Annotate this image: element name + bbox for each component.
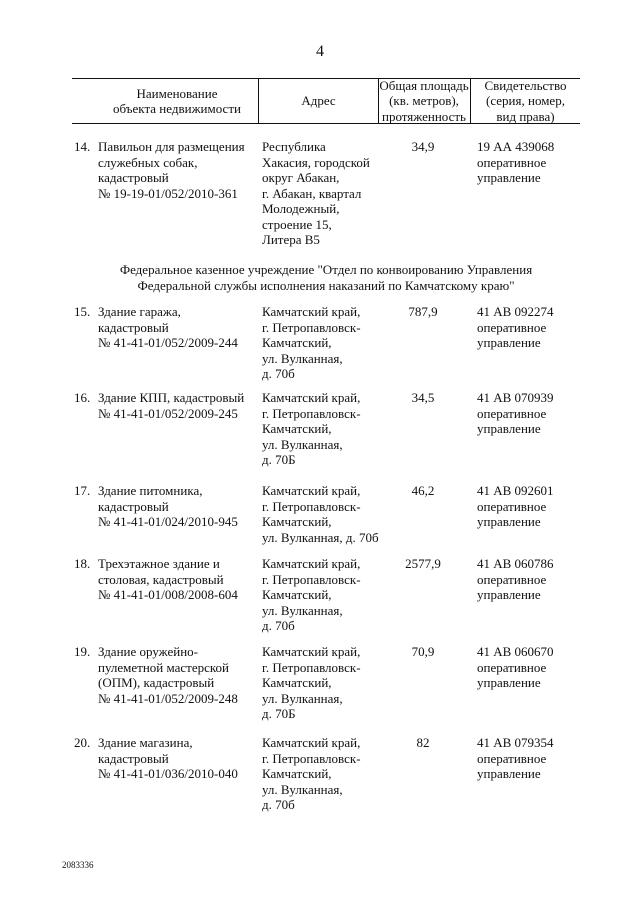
object-certificate	[477, 304, 587, 351]
text-line: г. Петропавловск-	[262, 750, 361, 766]
text-line: оперативное	[477, 405, 547, 421]
text-line: управление	[477, 587, 541, 602]
text-line: Камчатский,	[262, 514, 332, 529]
text-line: Камчатский край,	[262, 556, 361, 571]
text-line: 41 АВ 079354	[477, 735, 554, 750]
text-line: д. 70б	[262, 366, 295, 381]
text-line: ул. Вулканная,	[262, 602, 343, 618]
row-number: 19.	[74, 644, 91, 659]
text-line: Камчатский край,	[262, 390, 361, 405]
object-address	[262, 483, 380, 545]
text-line: кадастровый	[98, 319, 169, 335]
text-line: оперативное	[477, 154, 547, 170]
text-line: вид права)	[496, 108, 555, 124]
object-address	[262, 139, 380, 248]
text-line: кадастровый	[98, 170, 169, 185]
text-line: 41 АВ 092274	[477, 304, 554, 319]
text-line: служебных собак,	[98, 154, 198, 170]
text-line: Павильон для размещения	[98, 139, 245, 154]
text-line: строение 15,	[262, 216, 332, 232]
text-line: Литера В5	[262, 232, 320, 247]
text-line: Федеральное казенное учреждение "Отдел по конвоированию Управления	[119, 262, 533, 277]
section-title	[70, 262, 582, 293]
object-area: 82	[416, 735, 430, 750]
object-name	[98, 483, 258, 530]
text-line: управление	[477, 421, 541, 436]
object-name	[98, 556, 258, 603]
text-line: управление	[477, 675, 541, 690]
object-address	[262, 304, 380, 382]
object-certificate	[477, 735, 587, 782]
text-line: Республика	[262, 139, 326, 154]
row-number: 16.	[74, 390, 91, 405]
text-line: Федеральной службы исполнения наказаний по Камчатскому краю"	[137, 277, 515, 293]
text-line: оперативное	[477, 659, 547, 675]
text-line: № 41-41-01/036/2010-040	[98, 766, 238, 781]
text-line: Свидетельство	[484, 77, 567, 93]
object-area: 34,5	[411, 390, 435, 405]
row-number: 18.	[74, 556, 91, 571]
text-line: управление	[477, 766, 541, 781]
text-line: Камчатский,	[262, 766, 332, 781]
text-line: № 19-19-01/052/2010-361	[98, 185, 238, 201]
text-line: оперативное	[477, 571, 547, 587]
text-line: Здание КПП, кадастровый	[98, 390, 245, 405]
header-name	[98, 79, 256, 123]
header-area	[379, 79, 469, 123]
text-line: Камчатский,	[262, 421, 332, 436]
text-line: Камчатский,	[262, 675, 332, 690]
text-line: пулеметной мастерской	[98, 659, 229, 675]
object-area: 787,9	[408, 304, 438, 319]
table-header	[72, 78, 580, 124]
text-line: Хакасия, городской	[262, 154, 370, 170]
object-address	[262, 556, 380, 634]
text-line: г. Петропавловск-	[262, 659, 361, 675]
object-certificate	[477, 139, 587, 186]
text-line: Камчатский край,	[262, 304, 361, 319]
text-line: (кв. метров),	[389, 93, 459, 109]
text-line: г. Петропавловск-	[262, 319, 361, 335]
object-name	[98, 304, 258, 351]
text-line: г. Петропавловск-	[262, 498, 361, 514]
object-area: 2577,9	[405, 556, 441, 571]
text-line: Молодежный,	[262, 201, 340, 216]
text-line: Адрес	[301, 93, 336, 109]
text-line: д. 70Б	[262, 706, 296, 721]
text-line: Камчатский край,	[262, 483, 361, 498]
object-certificate	[477, 644, 587, 691]
text-line: г. Петропавловск-	[262, 571, 361, 587]
footer-code: 2083336	[62, 860, 94, 870]
object-area: 70,9	[411, 644, 435, 659]
text-line: округ Абакан,	[262, 170, 340, 185]
text-line: Здание гаража,	[98, 304, 181, 319]
text-line: № 41-41-01/008/2008-604	[98, 587, 238, 602]
text-line: 19 АА 439068	[477, 139, 555, 154]
text-line: Камчатский,	[262, 335, 332, 350]
text-line: ул. Вулканная,	[262, 350, 343, 366]
text-line: протяженность	[382, 108, 466, 124]
text-line: № 41-41-01/024/2010-945	[98, 514, 238, 529]
text-line: № 41-41-01/052/2009-245	[98, 405, 238, 421]
text-line: Общая площадь	[379, 77, 469, 93]
text-line: Трехэтажное здание и	[98, 556, 220, 571]
row-number: 15.	[74, 304, 91, 319]
header-address	[259, 79, 378, 123]
text-line: 41 АВ 070939	[477, 390, 554, 405]
text-line: (серия, номер,	[486, 93, 565, 109]
text-line: д. 70б	[262, 797, 295, 812]
text-line: оперативное	[477, 319, 547, 335]
object-address	[262, 644, 380, 722]
text-line: д. 70б	[262, 618, 295, 633]
object-certificate	[477, 483, 587, 530]
text-line: 41 АВ 060670	[477, 644, 554, 659]
object-name	[98, 735, 258, 782]
object-area: 34,9	[411, 139, 435, 154]
text-line: г. Абакан, квартал	[262, 185, 362, 201]
object-certificate	[477, 390, 587, 437]
text-line: кадастровый	[98, 498, 169, 514]
text-line: оперативное	[477, 750, 547, 766]
text-line: оперативное	[477, 498, 547, 514]
header-certificate	[471, 79, 580, 123]
text-line: № 41-41-01/052/2009-248	[98, 690, 238, 706]
text-line: Камчатский,	[262, 587, 332, 602]
text-line: Камчатский край,	[262, 735, 361, 750]
text-line: управление	[477, 514, 541, 529]
text-line: объекта недвижимости	[113, 101, 241, 116]
object-name	[98, 390, 258, 421]
text-line: Камчатский край,	[262, 644, 361, 659]
text-line: столовая, кадастровый	[98, 571, 224, 587]
object-certificate	[477, 556, 587, 603]
text-line: ул. Вулканная,	[262, 690, 343, 706]
text-line: 41 АВ 092601	[477, 483, 554, 498]
text-line: Здание питомника,	[98, 483, 203, 498]
row-number: 17.	[74, 483, 91, 498]
page-number: 4	[316, 43, 324, 60]
text-line: управление	[477, 170, 541, 185]
text-line: д. 70Б	[262, 452, 296, 467]
text-line: ул. Вулканная,	[262, 781, 343, 797]
text-line: ул. Вулканная,	[262, 436, 343, 452]
text-line: Здание магазина,	[98, 735, 193, 750]
text-line: кадастровый	[98, 750, 169, 766]
text-line: 41 АВ 060786	[477, 556, 554, 571]
object-address	[262, 390, 380, 468]
object-area: 46,2	[411, 483, 435, 498]
row-number: 14.	[74, 139, 91, 154]
text-line: г. Петропавловск-	[262, 405, 361, 421]
object-address	[262, 735, 380, 813]
text-line: ул. Вулканная, д. 70б	[262, 529, 379, 545]
text-line: (ОПМ), кадастровый	[98, 675, 215, 690]
object-name	[98, 644, 258, 706]
text-line: Наименование	[136, 85, 218, 101]
text-line: Здание оружейно-	[98, 644, 198, 659]
object-name	[98, 139, 258, 201]
text-line: № 41-41-01/052/2009-244	[98, 335, 238, 350]
row-number: 20.	[74, 735, 91, 750]
text-line: управление	[477, 335, 541, 350]
